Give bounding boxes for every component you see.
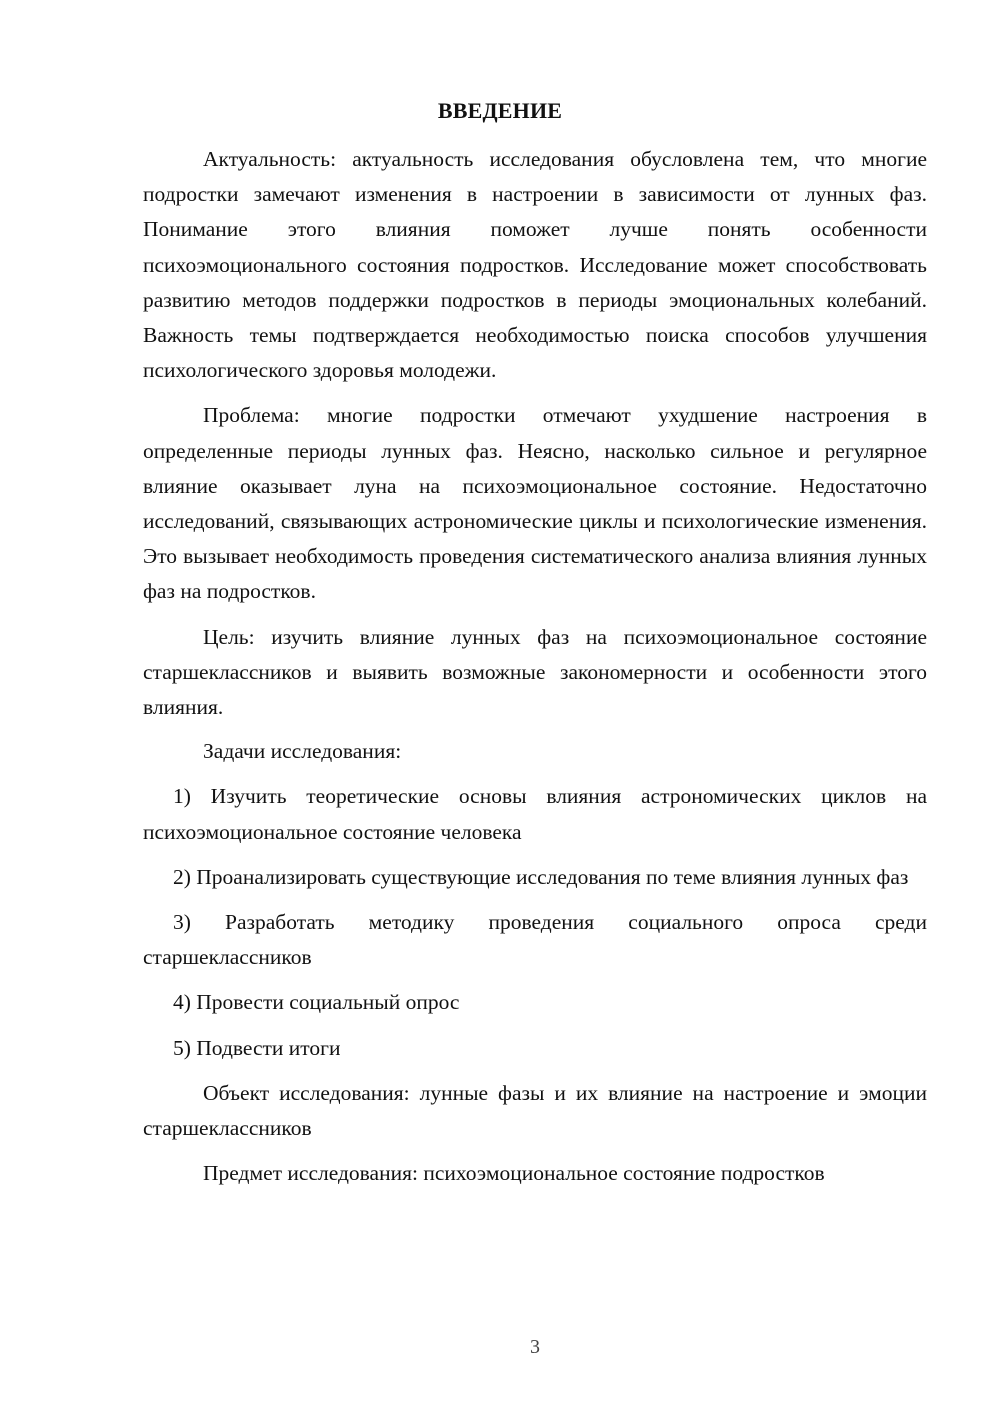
document-body xyxy=(143,142,927,1191)
goal-paragraph: Цель: изучить влияние лунных фаз на психоэмоциональное состояние старшеклассников и выявить возможные закономерности и особенности этого влияния. xyxy=(143,624,927,720)
tasks-heading: Задачи исследования: xyxy=(203,739,402,764)
task-item-2: 2) Проанализировать существующие исследования по теме влияния лунных фаз xyxy=(173,864,909,889)
object-paragraph: Объект исследования: лунные фазы и их влияние на настроение и эмоции старшеклассников xyxy=(143,1080,927,1141)
page-number: 3 xyxy=(530,1336,540,1358)
relevance-paragraph: Актуальность: актуальность исследования обусловлена тем, что многие подростки замечают изменения в настроении в зависимости от лунных фаз. Понимание этого влияния поможет лучше понять особенности психоэмоционального состояния подростков. Исследование может способствовать развитию методов поддержки подростков в периоды эмоциональных колебаний. Важность темы подтверждается необходимостью поиска способов улучшения психологического здоровья молодежи. xyxy=(143,147,927,383)
section-title: ВВЕДЕНИЕ xyxy=(437,98,563,123)
task-item-1: 1) Изучить теоретические основы влияния астрономических циклов на психоэмоциональное состояние человека xyxy=(143,784,927,844)
subject-paragraph: Предмет исследования: психоэмоциональное состояние подростков xyxy=(203,1161,825,1186)
task-item-5: 5) Подвести итоги xyxy=(173,1035,341,1060)
task-item-4: 4) Провести социальный опрос xyxy=(173,990,460,1015)
problem-paragraph: Проблема: многие подростки отмечают ухудшение настроения в определенные периоды лунных фаз. Неясно, насколько сильное и регулярное влияние оказывает луна на психоэмоциональное состояние. Недостаточно исследований, связывающих астрономические циклы и психологические изменения. Это вызывает необходимость проведения систематического анализа влияния лунных фаз на подростков. xyxy=(143,403,927,604)
task-item-3: 3) Разработать методику проведения социального опроса среди старшеклассников xyxy=(143,910,927,970)
